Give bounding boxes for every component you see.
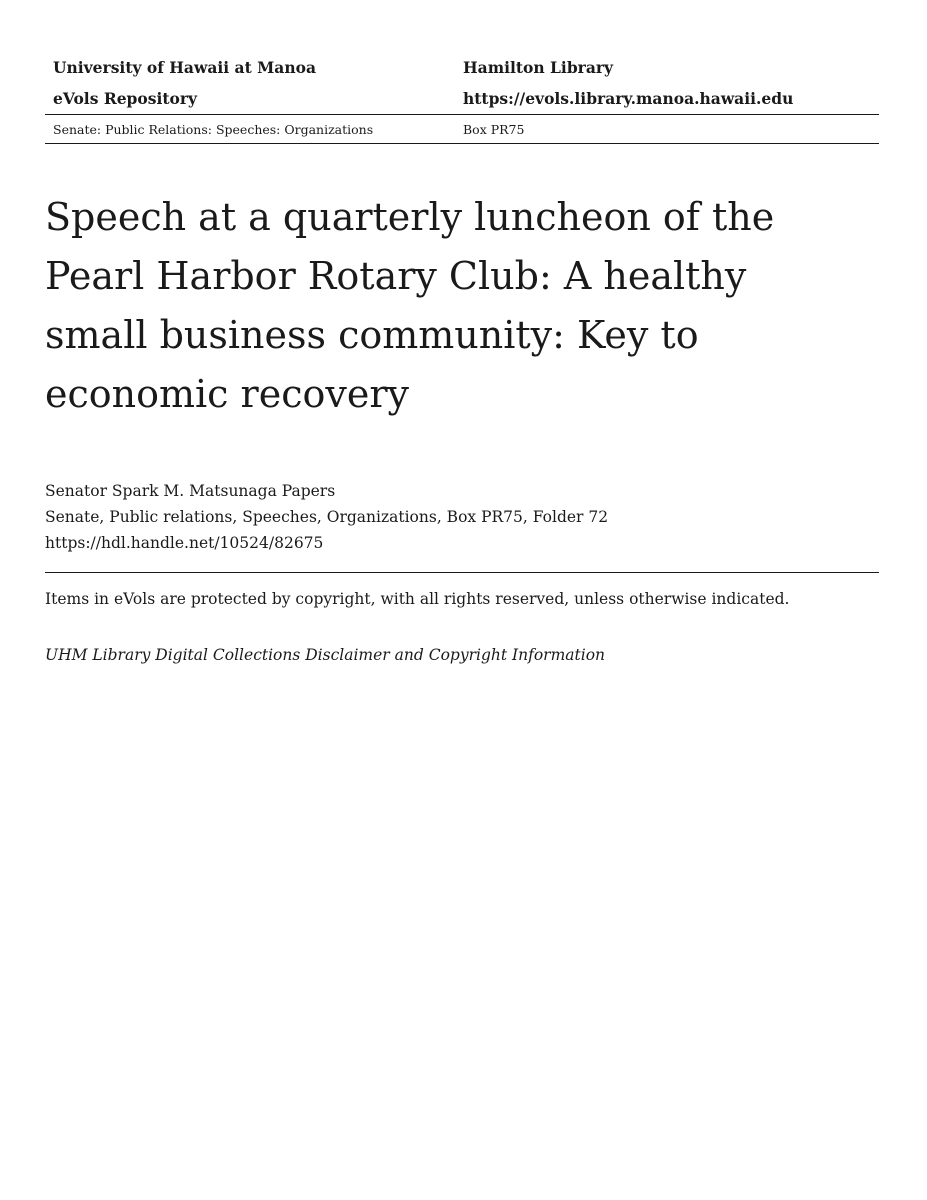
handle-link[interactable]: https://hdl.handle.net/10524/82675 <box>45 534 324 552</box>
repository-name: eVols Repository <box>53 89 198 108</box>
header-row-second <box>45 83 879 114</box>
content-divider <box>45 572 879 573</box>
document-title: Speech at a quarterly luncheon of the Pearl Harbor Rotary Club: A healthy small business community: Key to economic recovery <box>45 195 775 416</box>
header-row-top <box>45 52 879 83</box>
box-label: Box PR75 <box>463 121 525 137</box>
header-subrow <box>45 115 879 144</box>
document-metadata <box>45 478 608 556</box>
repository-url[interactable]: https://evols.library.manoa.hawaii.edu <box>463 89 794 108</box>
page-header <box>45 52 879 144</box>
folder-location: Senate, Public relations, Speeches, Organizations, Box PR75, Folder 72 <box>45 508 609 526</box>
institution-name: University of Hawaii at Manoa <box>53 58 316 77</box>
library-name: Hamilton Library <box>463 58 614 77</box>
collection-path: Senate: Public Relations: Speeches: Organizations <box>53 121 374 137</box>
disclaimer-link[interactable]: UHM Library Digital Collections Disclaimer and Copyright Information <box>45 646 606 664</box>
collection-name: Senator Spark M. Matsunaga Papers <box>45 482 336 500</box>
rights-statement: Items in eVols are protected by copyright, with all rights reserved, unless otherwise indicated. <box>45 590 790 608</box>
